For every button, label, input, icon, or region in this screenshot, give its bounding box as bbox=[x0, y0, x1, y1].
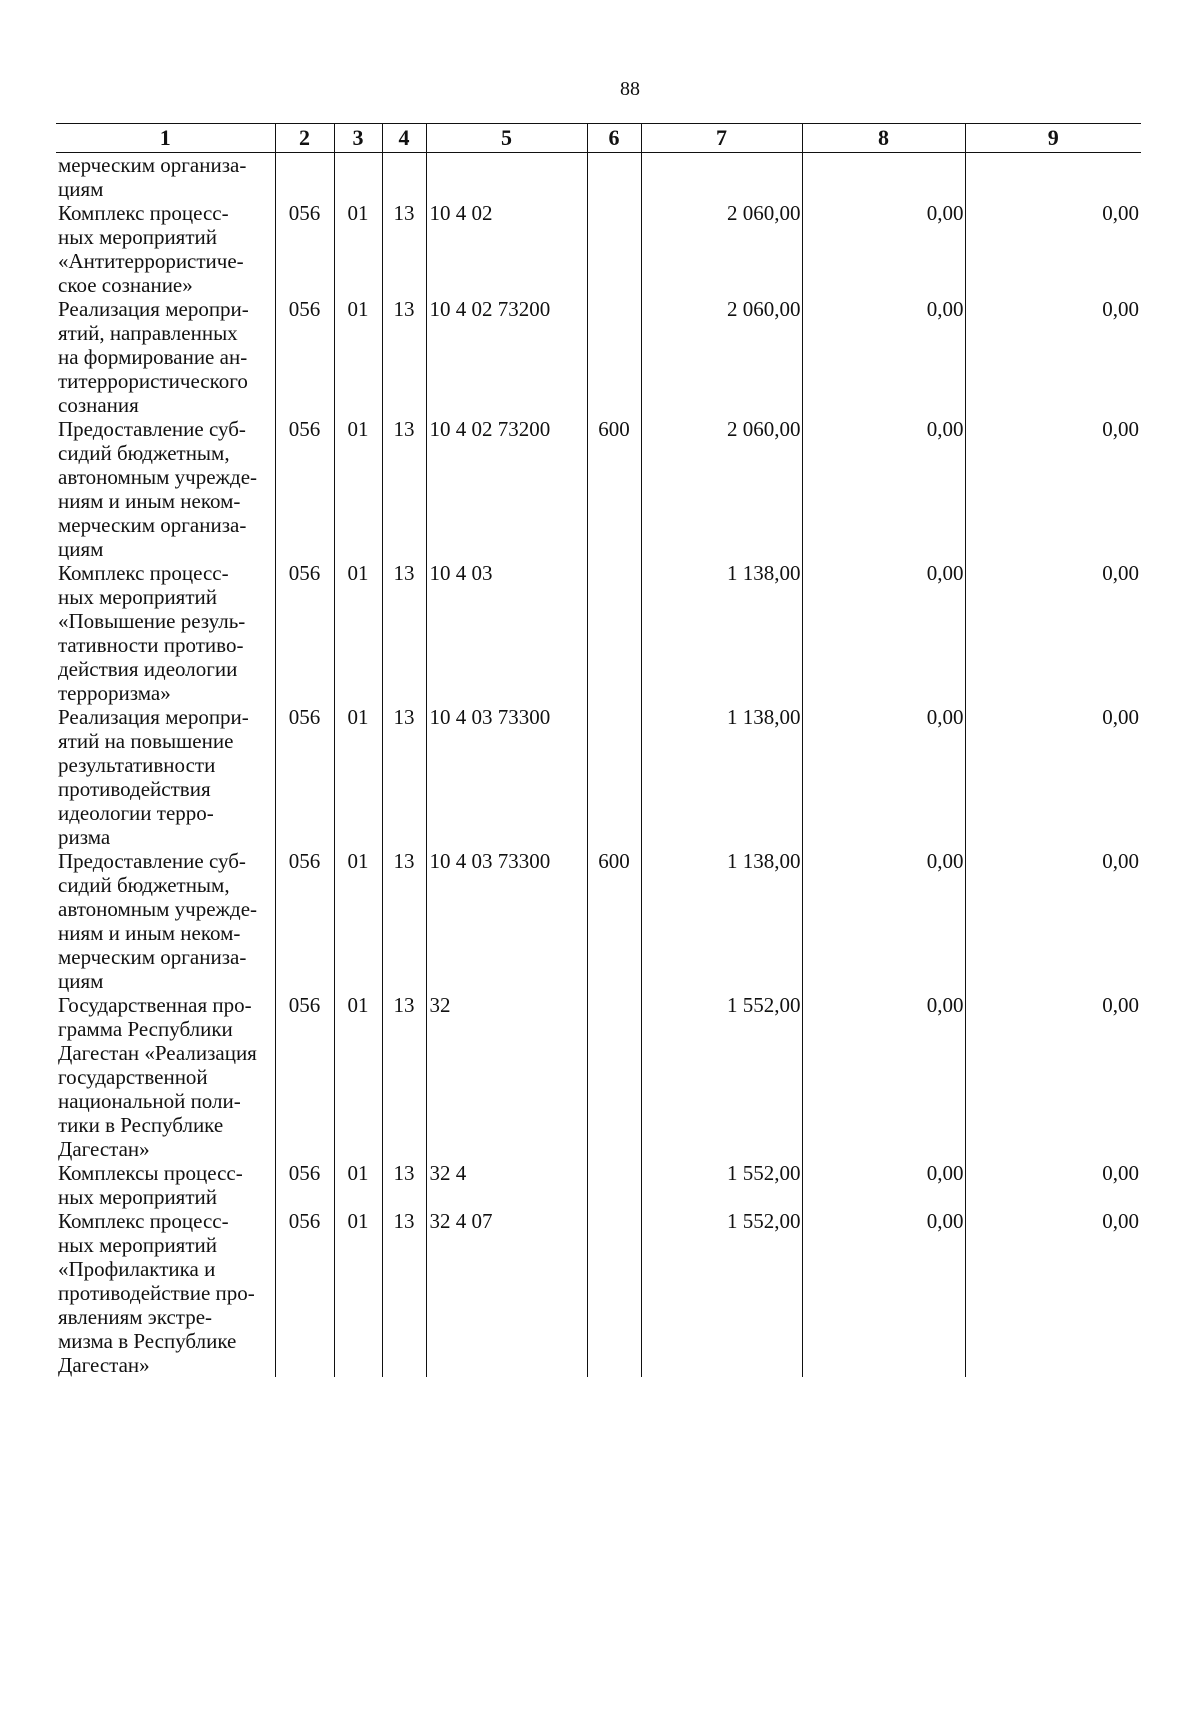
row-amount-col9: 0,00 bbox=[965, 849, 1141, 993]
row-section-code: 01 bbox=[334, 1161, 382, 1209]
row-description: Комплексы процесс- ных мероприятий bbox=[58, 1161, 243, 1209]
row-expense-type bbox=[587, 297, 641, 417]
row-subsection-code: 13 bbox=[382, 1209, 426, 1377]
row-section-code: 01 bbox=[334, 1209, 382, 1377]
table-row bbox=[56, 417, 1141, 561]
row-section-code: 01 bbox=[334, 849, 382, 993]
table-row bbox=[56, 1209, 1141, 1377]
table-row bbox=[56, 993, 1141, 1161]
row-subsection-code: 13 bbox=[382, 561, 426, 705]
row-amount-col9: 0,00 bbox=[965, 1209, 1141, 1377]
row-subsection-code: 13 bbox=[382, 993, 426, 1161]
row-target-article: 10 4 03 73300 bbox=[426, 705, 587, 849]
row-target-article: 32 4 07 bbox=[426, 1209, 587, 1377]
table-row bbox=[56, 561, 1141, 705]
row-subsection-code: 13 bbox=[382, 201, 426, 297]
row-amount-col8: 0,00 bbox=[802, 849, 965, 993]
row-ministry-code: 056 bbox=[275, 993, 334, 1161]
row-subsection-code bbox=[382, 153, 426, 202]
row-description: Реализация меропри- ятий на повышение результативности противодействия идеологии терро- ризма bbox=[58, 705, 249, 849]
column-header-2: 2 bbox=[275, 124, 334, 153]
header-row bbox=[56, 124, 1141, 153]
row-amount-col8: 0,00 bbox=[802, 417, 965, 561]
row-expense-type bbox=[587, 1209, 641, 1377]
row-amount-col7: 1 138,00 bbox=[641, 849, 802, 993]
row-amount-col9 bbox=[965, 153, 1141, 202]
row-amount-col7: 1 138,00 bbox=[641, 561, 802, 705]
row-section-code: 01 bbox=[334, 705, 382, 849]
row-amount-col8: 0,00 bbox=[802, 561, 965, 705]
row-ministry-code: 056 bbox=[275, 1209, 334, 1377]
row-amount-col9: 0,00 bbox=[965, 1161, 1141, 1209]
row-amount-col9: 0,00 bbox=[965, 201, 1141, 297]
row-description: Комплекс процесс- ных мероприятий «Повышение резуль- тативности противо- действия идеологии терроризма» bbox=[58, 561, 246, 705]
row-ministry-code: 056 bbox=[275, 561, 334, 705]
column-header-4: 4 bbox=[382, 124, 426, 153]
row-section-code: 01 bbox=[334, 297, 382, 417]
row-subsection-code: 13 bbox=[382, 705, 426, 849]
row-target-article: 32 4 bbox=[426, 1161, 587, 1209]
column-header-8: 8 bbox=[802, 124, 965, 153]
row-amount-col7: 2 060,00 bbox=[641, 297, 802, 417]
row-description: мерческим организа- циям bbox=[58, 153, 247, 201]
row-section-code: 01 bbox=[334, 993, 382, 1161]
row-description: Комплекс процесс- ных мероприятий «Антитеррористиче- ское сознание» bbox=[58, 201, 244, 297]
table-row bbox=[56, 297, 1141, 417]
row-ministry-code bbox=[275, 153, 334, 202]
row-ministry-code: 056 bbox=[275, 201, 334, 297]
row-subsection-code: 13 bbox=[382, 849, 426, 993]
row-amount-col8: 0,00 bbox=[802, 1209, 965, 1377]
row-ministry-code: 056 bbox=[275, 297, 334, 417]
row-amount-col7: 1 552,00 bbox=[641, 993, 802, 1161]
table-row bbox=[56, 849, 1141, 993]
column-header-9: 9 bbox=[965, 124, 1141, 153]
row-amount-col8: 0,00 bbox=[802, 705, 965, 849]
row-amount-col9: 0,00 bbox=[965, 561, 1141, 705]
row-subsection-code: 13 bbox=[382, 297, 426, 417]
row-target-article: 10 4 03 73300 bbox=[426, 849, 587, 993]
row-expense-type: 600 bbox=[587, 417, 641, 561]
row-amount-col8: 0,00 bbox=[802, 993, 965, 1161]
row-amount-col7: 1 552,00 bbox=[641, 1209, 802, 1377]
row-amount-col8: 0,00 bbox=[802, 201, 965, 297]
row-amount-col7: 2 060,00 bbox=[641, 417, 802, 561]
row-ministry-code: 056 bbox=[275, 1161, 334, 1209]
row-amount-col8: 0,00 bbox=[802, 297, 965, 417]
row-subsection-code: 13 bbox=[382, 1161, 426, 1209]
row-target-article bbox=[426, 153, 587, 202]
row-expense-type bbox=[587, 561, 641, 705]
table-body bbox=[56, 153, 1141, 1378]
row-description: Государственная про- грамма Республики Дагестан «Реализация государственной национальной поли- тики в Республике Дагестан» bbox=[58, 993, 257, 1161]
row-amount-col8 bbox=[802, 153, 965, 202]
row-subsection-code: 13 bbox=[382, 417, 426, 561]
table-row bbox=[56, 1161, 1141, 1209]
row-expense-type bbox=[587, 1161, 641, 1209]
row-amount-col9: 0,00 bbox=[965, 417, 1141, 561]
table-row bbox=[56, 153, 1141, 202]
row-amount-col7: 1 552,00 bbox=[641, 1161, 802, 1209]
row-section-code bbox=[334, 153, 382, 202]
row-expense-type: 600 bbox=[587, 849, 641, 993]
row-amount-col8: 0,00 bbox=[802, 1161, 965, 1209]
row-ministry-code: 056 bbox=[275, 417, 334, 561]
row-expense-type bbox=[587, 153, 641, 202]
page-number: 88 bbox=[620, 78, 640, 100]
row-section-code: 01 bbox=[334, 201, 382, 297]
row-expense-type bbox=[587, 705, 641, 849]
row-ministry-code: 056 bbox=[275, 705, 334, 849]
column-header-6: 6 bbox=[587, 124, 641, 153]
row-target-article: 32 bbox=[426, 993, 587, 1161]
row-target-article: 10 4 02 bbox=[426, 201, 587, 297]
row-amount-col7 bbox=[641, 153, 802, 202]
row-amount-col7: 1 138,00 bbox=[641, 705, 802, 849]
row-description: Предоставление суб- сидий бюджетным, автономным учрежде- ниям и иным неком- мерческим организа- циям bbox=[58, 417, 258, 561]
row-expense-type bbox=[587, 993, 641, 1161]
row-description: Реализация меропри- ятий, направленных на формирование ан- титеррористического сознания bbox=[58, 297, 249, 417]
row-amount-col9: 0,00 bbox=[965, 705, 1141, 849]
row-description: Комплекс процесс- ных мероприятий «Профилактика и противодействие про- явлениям экстре- мизма в Республике Дагестан» bbox=[58, 1209, 255, 1377]
row-amount-col9: 0,00 bbox=[965, 993, 1141, 1161]
row-description: Предоставление суб- сидий бюджетным, автономным учрежде- ниям и иным неком- мерческим организа- циям bbox=[58, 849, 258, 993]
table-row bbox=[56, 201, 1141, 297]
column-header-7: 7 bbox=[641, 124, 802, 153]
row-section-code: 01 bbox=[334, 417, 382, 561]
column-header-3: 3 bbox=[334, 124, 382, 153]
row-amount-col7: 2 060,00 bbox=[641, 201, 802, 297]
column-header-1: 1 bbox=[56, 124, 275, 153]
row-expense-type bbox=[587, 201, 641, 297]
row-target-article: 10 4 02 73200 bbox=[426, 417, 587, 561]
budget-table bbox=[56, 123, 1141, 1377]
table-row bbox=[56, 705, 1141, 849]
column-header-5: 5 bbox=[426, 124, 587, 153]
row-section-code: 01 bbox=[334, 561, 382, 705]
row-target-article: 10 4 03 bbox=[426, 561, 587, 705]
row-ministry-code: 056 bbox=[275, 849, 334, 993]
row-target-article: 10 4 02 73200 bbox=[426, 297, 587, 417]
row-amount-col9: 0,00 bbox=[965, 297, 1141, 417]
